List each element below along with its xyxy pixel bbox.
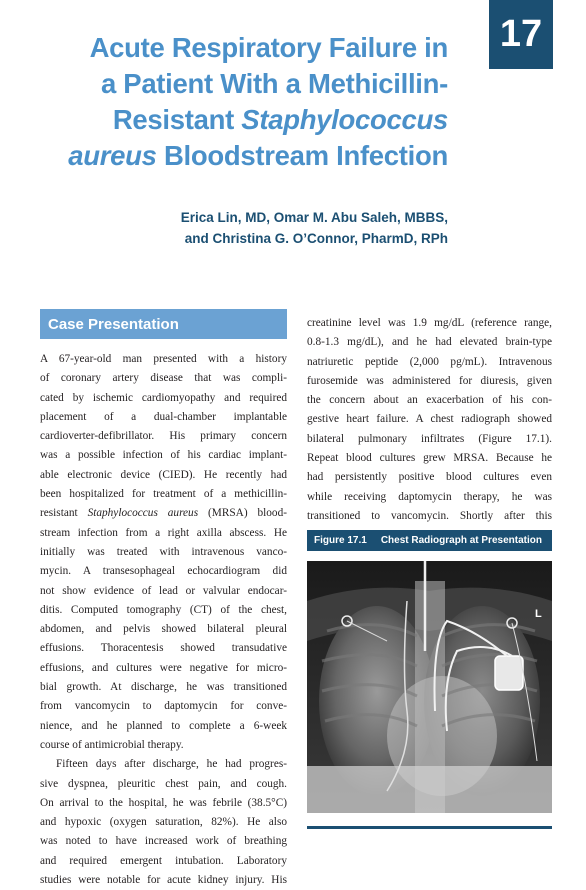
body-line: abdomen, and pelvis showed bilateral pleural [40,623,287,636]
body-line: 0.8-1.3 mg/dL), and he had elevated brain-type [307,336,552,349]
body-line: studies were notable for acute kidney injury. His [40,874,287,887]
title-line-4 [40,138,448,174]
body-line: On arrival to the hospital, he was febrile (38.5°C) [40,796,287,809]
figure-caption: Chest Radiograph at Presentation [380,535,542,546]
body-line: was noted to have increased work of breathing [40,835,287,848]
chapter-title [40,30,448,174]
body-line: while receiving daptomycin therapy, he was [307,490,552,503]
chest-radiograph-image [307,561,552,813]
body-line: furosemide was administered for diuresis, given [307,374,552,387]
body-line: bial growth. At discharge, he was transitioned [40,681,287,694]
title-line-1: Acute Respiratory Failure in [89,32,448,63]
title-line-4-italic: aureus [68,140,157,171]
body-line: not show evidence of lead or valvular endocar- [40,584,287,597]
radiograph-side-marker: L [535,608,542,620]
body-line: from vancomycin to daptomycin for conve- [40,700,287,713]
chapter-number: 17 [489,0,553,69]
body-line: effusions. Thoracentesis showed transudative [40,642,287,655]
body-line: stream infection from a right axilla abscess. He [40,526,287,539]
body-line: the concern about an exacerbation of his con- [307,394,552,407]
body-line [40,504,287,523]
title-line-3 [40,102,448,138]
figure-number: Figure 17.1 [314,535,367,546]
title-line-3-italic: Staphylococcus [241,104,448,135]
authors-line-2: and Christina G. O’Connor, PharmD, RPh [184,231,448,246]
body-line: A 67-year-old man presented with a history [40,353,287,365]
body-line: effusions, and cultures were negative for micro- [40,661,287,674]
right-column-text [307,314,552,526]
body-line: Fifteen days after discharge, he had progres- [56,758,287,771]
body-line: and hypoxic (oxygen saturation, 82%). He also [40,816,287,829]
body-line: transitioned to vancomycin. Shortly after this [307,509,552,522]
body-line: cated by ischemic cardiomyopathy and required [40,391,287,404]
body-fragment: (MRSA) blood- [198,507,287,520]
body-line: had persistently positive blood cultures even [307,471,552,484]
body-line: placement of a dual-chamber implantable [40,410,287,423]
body-line: bilateral pulmonary infiltrates (Figure 17.1). [307,432,552,445]
body-line: ditis. Computed tomography (CT) of the chest, [40,603,287,616]
author-list [140,207,448,249]
figure-bottom-rule [307,826,552,829]
body-line: been hospitalized for treatment of a methicillin- [40,488,287,501]
body-line: course of antimicrobial therapy. [40,738,184,751]
title-line-3-roman: Resistant [112,104,242,135]
body-line: gestive heart failure. A chest radiograph showed [307,413,552,426]
title-line-4-roman: Bloodstream Infection [156,140,448,171]
organism-name-italic: Staphylococcus aureus [87,507,199,520]
body-line: creatinine level was 1.9 mg/dL (reference range, [307,317,552,329]
body-line: able electronic device (CIED). He recently had [40,468,287,481]
body-line: of coronary artery disease that was compli- [40,372,287,385]
body-line: cardioverter-defibrillator. His primary concern [40,430,287,443]
authors-line-1: Erica Lin, MD, Omar M. Abu Saleh, MBBS, [180,210,448,225]
body-line: Repeat blood cultures grew MRSA. Because he [307,452,552,465]
body-line: natriuretic peptide (2,000 pg/mL). Intravenous [307,355,552,368]
section-heading-case-presentation: Case Presentation [40,309,287,339]
body-line: and required emergent intubation. Laboratory [40,854,287,867]
body-line: mycin. A transesophageal echocardiogram did [40,565,287,578]
body-fragment: resistant [40,507,88,520]
body-line: was a possible infection of his cardiac implant- [40,449,287,462]
body-line: initially was treated with intravenous vanco- [40,545,287,558]
left-column-text [40,350,287,890]
body-line: nience, and he planned to complete a 6-week [40,719,287,732]
figure-caption-bar [307,530,552,551]
body-line: sive dyspnea, pleuritic chest pain, and cough. [40,777,287,790]
title-line-2: a Patient With a Methicillin- [100,68,448,99]
